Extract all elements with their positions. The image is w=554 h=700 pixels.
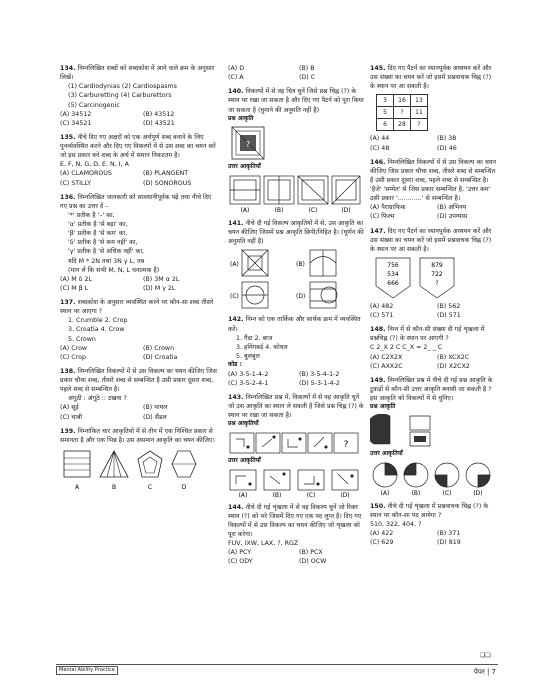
figure-label: (C) [230, 293, 239, 301]
code-label: कोड : [228, 361, 242, 368]
pentagon-number: 756 [387, 261, 399, 269]
figure-label: (D) [296, 293, 306, 301]
svg-text:?: ? [245, 140, 251, 150]
option-a: (A) 482 [370, 302, 394, 310]
question-150 [370, 502, 498, 548]
option-a: (A) C2X2X [370, 353, 403, 361]
question-number: 150. [370, 502, 386, 510]
letter-set: E, F, N, G, D, E, N, I, A [60, 161, 129, 169]
figure-label: (D) [473, 489, 483, 497]
option-c: (C) M β L [60, 284, 89, 292]
option-c: (C) चाबी [60, 413, 83, 421]
figure-label: (C) [306, 491, 316, 498]
figure-label: (D) [340, 491, 350, 498]
question-147 [370, 227, 498, 321]
option-d: (D) SONOROUS [143, 179, 192, 187]
option-a: (A) पैराग्राफिक [370, 204, 406, 212]
svg-text:?: ? [343, 440, 349, 450]
page-footer [56, 664, 498, 678]
list-item: यदि M * 2N तथा 3N γ L, तब [68, 257, 145, 265]
figure-b [100, 451, 128, 477]
pentagon-number: 879 [431, 261, 443, 269]
question-text: शब्दकोश के अनुसार व्यवस्थित करने पर कौन-सा शब्द तीसरे स्थान पर आएगा ? [60, 299, 214, 316]
question-137 [60, 298, 220, 362]
question-143 [228, 393, 364, 498]
question-figure-pieces [370, 414, 490, 448]
grid-cell: ? [411, 119, 428, 131]
option-c: (C) फिल्म [370, 213, 395, 221]
option-d: (D) OCW [299, 558, 327, 566]
pentagon-number: 534 [387, 270, 399, 278]
list-item: '*' प्रतीक है '–' का, [68, 211, 115, 219]
option-a: (A) Crow [60, 344, 88, 352]
answer-figures-label: उत्तर आकृतियाँ [228, 163, 261, 171]
grid-cell: 28 [394, 119, 411, 131]
grid-cell: 11 [411, 107, 428, 119]
question-number: 134. [60, 65, 76, 72]
end-marker: ❏❏ [480, 652, 491, 659]
question-134 [60, 64, 220, 128]
figure-label: C [147, 483, 153, 491]
option-b: (B) PLANGENT [143, 170, 189, 178]
option-d: (D) C [299, 74, 316, 82]
option-c: (C) 48 [370, 144, 390, 152]
option-a: (A) CLAMOROUS [60, 170, 112, 178]
question-figure-label: प्रश्न आकृति [228, 114, 254, 122]
option-a: (A) 3-5-1-4-2 [228, 370, 269, 378]
list-item: (5) Carcinogenic [68, 101, 120, 109]
option-c: (C) 3-5-2-4-1 [228, 379, 269, 387]
question-number: 141. [228, 220, 244, 227]
question-text: दिए गए पैटर्न का ध्यानपूर्वक अध्ययन करें और उस संख्या का चयन करें जो इसमें प्रश्नवाचक चिह्न (?) के स्थान पर आ सकती है। [370, 227, 492, 253]
number-grid [376, 94, 428, 131]
question-number: 136. [60, 193, 76, 201]
pentagon-figures [370, 256, 470, 300]
option-b: (B) 43512 [143, 110, 175, 118]
question-text: निम्नलिखित विकल्पों में से उस विकल्प का चयन कीजिए जिस प्रकार चौथा शब्द, तीसरे शब्द से सम्बन्धित है उसी प्रकार दूसरा शब्द, पहले शब्द से सम्बन्धित है। [60, 367, 217, 394]
question-text: नीचे दी गई शृंखला में से वह विकल्प चुनें जो रिक्त स्थान (?) को भरे जिसमें दिए गए एक पद लुप्त है। दिए गए विकल्पों में से उस विकल्प का चयन कीजिए जो शृंखला को पूरा करेगा। [228, 503, 362, 539]
answer-figures-label: उत्तर आकृतियाँ [228, 457, 261, 464]
series: FUV, IXW, LAX, ?, RGZ [228, 540, 299, 548]
grid-cell: 16 [394, 95, 411, 107]
option-b: (B) अभिनय [437, 204, 467, 212]
list-item: (मान लें कि सभी M, N, L धनात्मक है) [68, 266, 160, 274]
question-number: 144. [228, 503, 244, 511]
option-c: (C) STILLY [60, 179, 92, 187]
question-number: 142. [228, 316, 244, 324]
question-figure-label: प्रश्न आकृति [370, 403, 396, 411]
grid-cell: 3 [377, 95, 394, 107]
list-item: (1) Cardiodynias (2) Cardiospasms [68, 83, 177, 91]
question-number: 148. [370, 326, 386, 334]
answer-figures-label: उत्तर आकृतियाँ [370, 449, 403, 457]
figure-label: (A) [238, 491, 248, 498]
question-135 [60, 133, 220, 188]
option-d: (D) X2CX2 [437, 362, 470, 370]
figure-label: (B) [296, 261, 305, 269]
question-number: 146. [370, 158, 386, 166]
answer-figures [370, 461, 496, 497]
option-b: (B) 371 [437, 529, 461, 537]
option-b: (B) XCX2C [437, 353, 470, 361]
question-text: निम्नलिखित प्रश्न में, विकल्पों में से वह आकृति चुनें जो उस आकृति का स्थान ले सकती है जिसे प्रश्न चिह्न (?) के स्थान पर रखा जा सकता है। [228, 393, 364, 420]
list-item: 'β' प्रतीक है 'से कम' का, [68, 230, 128, 238]
question-139 [60, 427, 220, 493]
list-item: 5. Crown [68, 335, 96, 343]
figure-label: A [74, 483, 80, 491]
option-b: (B) 38 [437, 135, 457, 143]
question-number: 138. [60, 367, 76, 375]
option-b: (B) PCX [299, 549, 323, 557]
question-text: निम्नलिखित विकल्पों में से उस विकल्प का चयन कीजिए जिस प्रकार चौथा शब्द, तीसरे शब्द से सम्बन्धित है उसी प्रकार दूसरा शब्द, पहले शब्द से सम्बन्धित है। [370, 158, 497, 184]
list-item: 'δ' प्रतीक है 'से कम नहीं' का, [68, 239, 138, 247]
option-d: (D) 46 [437, 144, 457, 152]
list-item: 1. गैंडा 2. बाज [236, 334, 273, 342]
option-c: (C) Crop [60, 353, 87, 361]
figure-d [172, 451, 196, 477]
option-d: (D) M γ 2L [143, 284, 176, 292]
figure-label: B [111, 483, 117, 491]
option-a: (A) 422 [370, 529, 394, 537]
analogy: अंगूठी : अंगूठे :: टखना ? [68, 395, 127, 403]
odd-one-out-figures [60, 447, 210, 493]
option-a: (A) M δ 2L [60, 275, 93, 283]
question-number: 147. [370, 227, 386, 235]
option-d: (D) उपन्यास [437, 213, 468, 221]
list-item: 3. Croatia 4. Crow [68, 326, 125, 334]
figure-label: D [181, 483, 187, 491]
pentagon-number: 666 [387, 279, 399, 287]
question-144 [228, 503, 364, 567]
question-text: नीचे दी गई शृंखला में प्रश्नवाचक चिह्न (?) के स्थान पर कौन-सा पद आयेगा ? [370, 502, 489, 519]
question-text: निम्नलिखित जानकारी को सावधानीपूर्वक पढ़ें तथा नीचे दिए गए प्रश्न का उत्तर दें – [60, 193, 212, 210]
option-c: (C) 571 [370, 312, 394, 319]
option-c: (C) 629 [370, 539, 394, 546]
option-a: (A) सूई [60, 404, 79, 412]
analogy: 'हैजे' 'सम्मेत' से जिस प्रकार सम्बन्धित है, 'उत्तर कम' उसी प्रकार '............' से सम्बन्धित है। [370, 186, 491, 203]
question-number: 145. [370, 65, 386, 72]
grid-cell: 6 [377, 119, 394, 131]
question-text: निम्नलिखित प्रश्न में नीचे दी गई प्रश्न आकृति के टुकड़ों से कौन-सी उत्तर आकृति बनायी जा सकती है ? इस आकृति को विकल्पों में से चुनिए। [370, 376, 493, 402]
question-number: 149. [370, 376, 386, 384]
question-text: निम्नांकित चार आकृतियों में से तीन में एक निश्चित प्रकार से समानता है और एक भिन्न है। उस असमान आकृति का चयन कीजिए। [60, 427, 215, 444]
pentagon-number: 722 [431, 270, 443, 278]
list-item: 5. बुलबुल [236, 352, 260, 360]
question-number: 137. [60, 299, 76, 306]
option-d: (D) सैंडल [143, 413, 167, 421]
series: 510, 322, 404, ? [370, 520, 422, 528]
answer-figures [228, 174, 362, 214]
series: C 2_X 2 C C_X = 2_ _ C [370, 344, 443, 352]
option-d: (D) 819 [437, 539, 461, 546]
question-text: विकल्पों में से वह चित्र चुनें जिसे प्रश्न चिह्न (?) के स्थान पर रखा जा सकता है और दिए गए पैटर्न को पूरा किया जा सकता है (घुमाने की अनुमति नहीं है) [228, 88, 364, 114]
option-c: (C) ODY [228, 558, 253, 566]
pentagon-number: ? [435, 279, 439, 287]
question-136 [60, 193, 220, 293]
list-item: 'γ' प्रतीक है 'से अधिक नहीं' का, [68, 248, 144, 256]
figure-label: (D) [341, 207, 351, 214]
question-138 [60, 367, 220, 422]
question-text: नीचे दी गई विकल्प आकृतियों में से, उस आकृति का चयन कीजिए जिसमें प्रश्न आकृति छिपी/निहित है। (घूर्णन की अनुमति नहीं है) [228, 220, 364, 246]
grid-cell: 5 [377, 107, 394, 119]
page-number: पेपर | 7 [473, 668, 496, 676]
option-a: (A) 34512 [60, 110, 92, 118]
footer-rule [56, 664, 498, 665]
question-number: 140. [228, 88, 244, 96]
list-item: 1. Crumble 2. Crop [68, 317, 128, 325]
option-b: (B) 3-5-4-1-2 [299, 370, 340, 378]
answer-figures [228, 468, 362, 498]
option-a: (A) D [228, 65, 245, 72]
question-number: 143. [228, 393, 244, 401]
option-d: (D) 571 [437, 312, 461, 319]
publisher-logo: Mental Ability Practice [56, 666, 118, 675]
question-figures-label: प्रश्न आकृतियाँ [228, 420, 259, 428]
figure-c [138, 451, 162, 477]
figure-label: (A) [240, 207, 250, 214]
question-figure [228, 125, 268, 161]
list-item: 3. हमिंगबर्ड 4. कोयल [236, 343, 288, 351]
grid-cell: 13 [411, 95, 428, 107]
figure-label: (A) [380, 489, 390, 497]
list-item: (3) Carburetting (4) Carburettors [68, 92, 172, 100]
option-b: (B) 3M α 2L [143, 275, 180, 283]
option-b: (B) Crown [143, 344, 175, 352]
question-148 [370, 325, 498, 371]
option-b: (B) B [299, 65, 315, 72]
list-item: 'α' प्रतीक है 'से बड़ा' का, [68, 221, 128, 228]
figure-label: (B) [272, 491, 282, 498]
question-146 [370, 158, 498, 222]
question-number: 139. [60, 427, 76, 435]
question-text: निम्न को एक तार्किक और सार्थक क्रम में व्यवस्थित करें। [228, 316, 361, 333]
grid-cell: ? [394, 107, 411, 119]
option-a: (A) PCY [228, 549, 252, 557]
column-1 [60, 64, 220, 498]
figure-label: (C) [308, 207, 318, 214]
question-text: निम्न में से कौन-सी संख्या दी गई शृंखला में प्रश्नचिह्न (?) के स्थान पर आएगी ? [370, 326, 485, 343]
question-text: निम्नलिखित शब्दों को शब्दकोश में आने वाले क्रम के अनुसार लिखें। [60, 65, 215, 82]
question-142 [228, 315, 364, 388]
question-number: 135. [60, 133, 76, 141]
figure-label: (C) [442, 489, 452, 497]
column-3 [370, 64, 498, 552]
question-145 [370, 64, 498, 153]
question-149 [370, 376, 498, 497]
question-figures [228, 431, 362, 455]
embedded-figure-options [228, 248, 358, 310]
figure-label: (B) [411, 489, 421, 497]
question-139-options [228, 64, 364, 82]
question-text: नीचे दिए गए अक्षरों को एक अर्थपूर्ण शब्द बनाने के लिए पुनर्व्यवस्थित करने और दिए गए विकल्पों में से उस शब्द का चयन करें जो इस प्रकार बने शब्द के अर्थ में समान निकटतम है। [60, 133, 216, 160]
figure-label: (A) [230, 261, 239, 269]
option-a: (A) 44 [370, 135, 390, 143]
figure-label: (B) [274, 207, 284, 214]
column-2 [228, 64, 364, 572]
option-c: (C) AXX2C [370, 362, 403, 370]
option-c: (C) 34521 [60, 119, 92, 127]
option-c: (C) A [228, 74, 244, 82]
option-d: (D) Croatia [143, 353, 178, 361]
option-b: (B) 562 [437, 302, 461, 310]
figure-a [64, 451, 90, 477]
option-d: (D) 5-3-1-4-2 [299, 379, 340, 387]
option-b: (B) पायल [143, 404, 168, 412]
option-d: (D) 43521 [143, 119, 175, 127]
question-140 [228, 87, 364, 214]
question-141 [228, 219, 364, 310]
question-text: दिए गए पैटर्न का ध्यानपूर्वक अध्ययन करें और उस संख्या का चयन करें जो इसमें प्रश्नवाचक चिह्न (?) के स्थान पर आ सकती है। [370, 65, 492, 91]
